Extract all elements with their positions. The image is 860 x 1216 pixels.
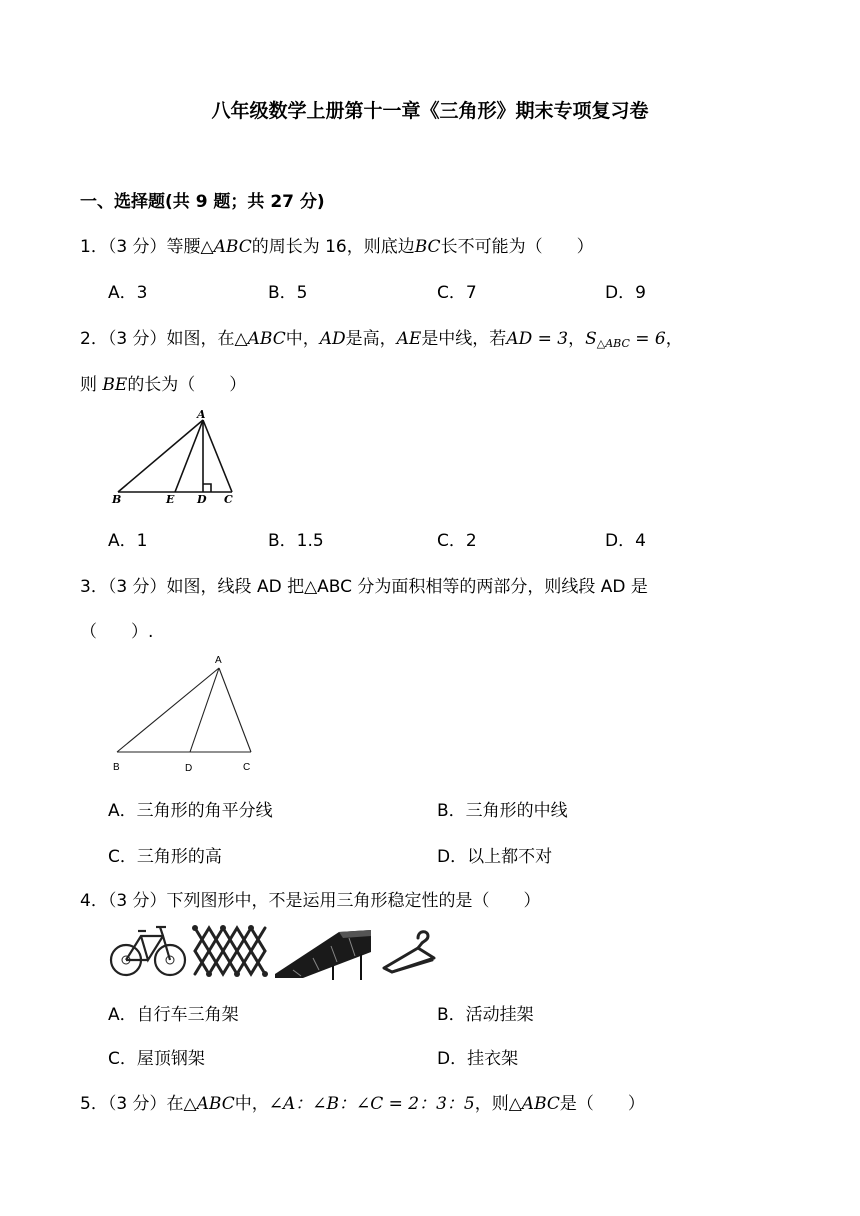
q2-label-c: C [224,493,233,506]
q1-abc: ABC [213,237,252,257]
q2-ad: AD [319,329,346,349]
q2-label-b: B [112,493,122,506]
q1-suffix: 长不可能为（ ） [440,237,594,257]
q2-ae: AE [396,329,422,349]
question-3: 3．（3 分）如图，线段 AD 把△ABC 分为面积相等的两部分，则线段 AD 是 [80,577,648,597]
page-title: 八年级数学上册第十一章《三角形》期末专项复习卷 [211,100,649,122]
roof-truss-icon [273,922,373,980]
q1-mid: 的周长为 16，则底边 [251,237,415,257]
question-3-line-2: （ ）. [80,622,154,642]
q1-prefix: 1．（3 分）等腰△ [80,237,214,257]
q2-option-c: C．2 [437,531,477,551]
question-2-line-2 [80,370,246,395]
q2-triangle-figure [100,400,260,510]
q2-text-3: 是中线，若 [421,329,507,349]
q5-text-1: 中， [234,1094,269,1114]
q2-line2-prefix: 则 [80,375,103,395]
q1-option-b: B．5 [268,283,308,303]
q4-option-d: D．挂衣架 [437,1049,519,1069]
q2-option-d: D．4 [605,531,646,551]
question-5 [80,1089,645,1114]
question-4: 4．（3 分）下列图形中，不是运用三角形稳定性的是（ ） [80,891,541,911]
q1-bc: BC [414,237,441,257]
q2-text-1: 中， [285,329,320,349]
q2-text-5: ， [665,329,683,349]
q2-label-a: A [197,408,206,421]
q3-label-a: A [215,655,222,666]
question-2 [80,324,683,350]
q3-label-b: B [113,762,120,773]
q2-line2-suffix: 的长为（ ） [127,375,247,395]
q5-abc: ABC [196,1094,235,1114]
q3-option-c: C．三角形的高 [108,847,222,867]
q3-option-b: B．三角形的中线 [437,801,568,821]
q3-label-d: D [185,763,193,774]
q2-area-s: S [585,329,597,349]
q1-option-a: A．3 [108,283,148,303]
q2-abc: ABC [247,329,286,349]
q2-option-b: B．1.5 [268,531,324,551]
q3-option-d: D．以上都不对 [437,847,553,867]
q3-option-a: A．三角形的角平分线 [108,801,273,821]
q2-label-d: D [197,493,207,506]
q4-option-c: C．屋顶钢架 [108,1049,205,1069]
q5-abc-2: ABC [521,1094,560,1114]
q2-area-sub: △ABC [596,337,630,350]
q4-option-b: B．活动挂架 [437,1005,534,1025]
q2-be: BE [102,375,128,395]
q2-label-e: E [166,493,175,506]
coat-hanger-icon [378,924,440,980]
q2-text-4: ， [568,329,586,349]
q1-option-c: C．7 [437,283,477,303]
q4-option-a: A．自行车三角架 [108,1005,239,1025]
q1-option-d: D．9 [605,283,646,303]
section-heading: 一、选择题(共 9 题；共 27 分) [80,192,325,212]
q5-ratio: ∠A：∠B：∠C = 2：3：5 [268,1094,475,1114]
q2-prefix: 2．（3 分）如图，在△ [80,329,248,349]
q2-text-2: 是高， [345,329,397,349]
bicycle-icon [108,922,188,980]
q3-label-c: C [243,762,251,773]
q3-triangle-figure [105,650,270,775]
q5-text-3: 是（ ） [559,1094,645,1114]
folding-rack-icon [190,922,272,980]
q5-prefix: 5．（3 分）在△ [80,1094,197,1114]
q2-eq2: = 6 [629,329,666,349]
question-1 [80,232,594,257]
q2-eq1: AD = 3 [506,329,569,349]
q5-text-2: ，则△ [474,1094,522,1114]
q2-option-a: A．1 [108,531,148,551]
